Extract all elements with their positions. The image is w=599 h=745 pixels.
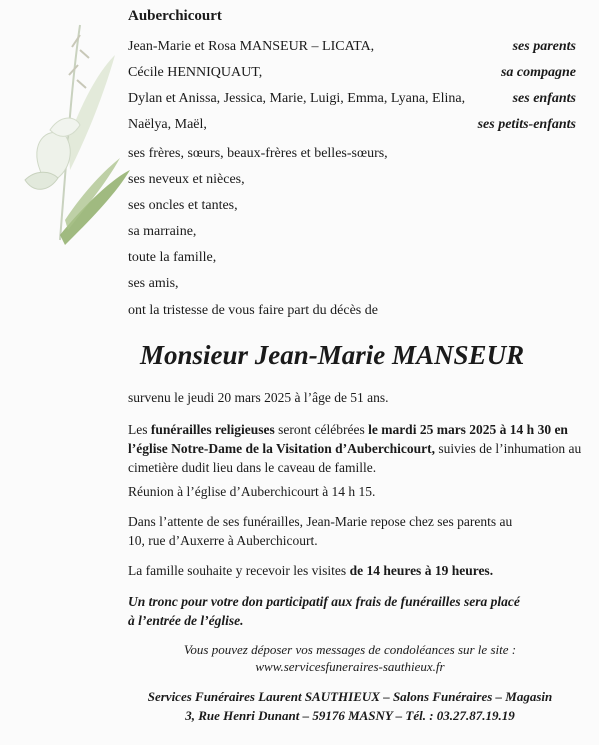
rest-place-text: Dans l’attente de ses funérailles, Jean-Marie repose chez ses parents au 10, rue d’Auxerre à Auberchicourt. (128, 514, 513, 548)
family-name: toute la famille, (128, 250, 217, 265)
family-relation: sa compagne (500, 65, 576, 80)
condolence-website-link[interactable]: www.servicesfuneraires-sauthieux.fr (255, 659, 445, 674)
visits-label: La famille souhaite y recevoir les visites (128, 563, 350, 578)
family-name: ses neveux et nièces, (128, 172, 245, 187)
family-name: sa marraine, (128, 224, 197, 239)
family-row-announcement (128, 303, 576, 323)
family-name: Naëlya, Maël, (128, 117, 207, 132)
funeral-date-place: le mardi 25 mars 2025 à 14 h 30 en l’église Notre-Dame de la Visitation d’Auberchicourt, (128, 422, 568, 456)
family-name: Jean-Marie et Rosa MANSEUR – LICATA, (128, 39, 375, 54)
reunion-text: Réunion à l’église d’Auberchicourt à 14 h 15. (128, 484, 376, 499)
family-name: ses amis, (128, 276, 179, 291)
family-row-godmother (128, 224, 576, 244)
family-row-parents (128, 39, 576, 59)
visits-text (128, 561, 588, 580)
funeral-details (128, 420, 588, 477)
family-row-uncles (128, 198, 576, 218)
condolence-message: Vous pouvez déposer vos messages de condoléances sur le site : (183, 642, 517, 657)
town-heading: Auberchicourt (128, 8, 222, 24)
family-name: ses oncles et tantes, (128, 198, 238, 213)
funeral-home-address: 3, Rue Henri Dunant – 59176 MASNY – Tél. : 03.27.87.19.19 (185, 708, 515, 723)
family-row-grandchildren (128, 117, 576, 137)
funeral-text: suivies de l’inhumation au cimetière dudit lieu dans le caveau de famille. (128, 441, 582, 475)
funeral-home-name: Services Funéraires Laurent SAUTHIEUX – Salons Funéraires – Magasin (147, 689, 553, 704)
family-name: ont la tristesse de vous faire part du décès de (128, 303, 378, 318)
funeral-text: Les (128, 422, 151, 437)
family-row-children (128, 91, 576, 111)
family-row-partner (128, 65, 576, 85)
funeral-bold: funérailles religieuses (150, 422, 275, 437)
deceased-name: Monsieur Jean-Marie MANSEUR (140, 340, 525, 370)
donation-notice: Un tronc pour votre don participatif aux frais de funérailles sera placé à l’entrée de l’église. (128, 594, 520, 628)
date-of-death: survenu le jeudi 20 mars 2025 à l’âge de 51 ans. (128, 390, 389, 405)
visits-hours: de 14 heures à 19 heures. (349, 563, 494, 578)
family-name: Cécile HENNIQUAUT, (128, 65, 263, 80)
family-row-friends (128, 276, 576, 296)
funeral-text: seront célébrées (274, 422, 369, 437)
family-row-nephews (128, 172, 576, 192)
family-name: ses frères, sœurs, beaux-frères et belles-sœurs, (128, 146, 388, 161)
family-row-all-family (128, 250, 576, 270)
family-name: Dylan et Anissa, Jessica, Marie, Luigi, Emma, Lyana, Elina, (128, 91, 466, 106)
family-relation: ses petits-enfants (477, 117, 576, 132)
family-relation: ses parents (512, 39, 576, 54)
lily-flower-decoration (20, 20, 130, 250)
family-relation: ses enfants (512, 91, 576, 106)
family-row-siblings (128, 146, 576, 166)
